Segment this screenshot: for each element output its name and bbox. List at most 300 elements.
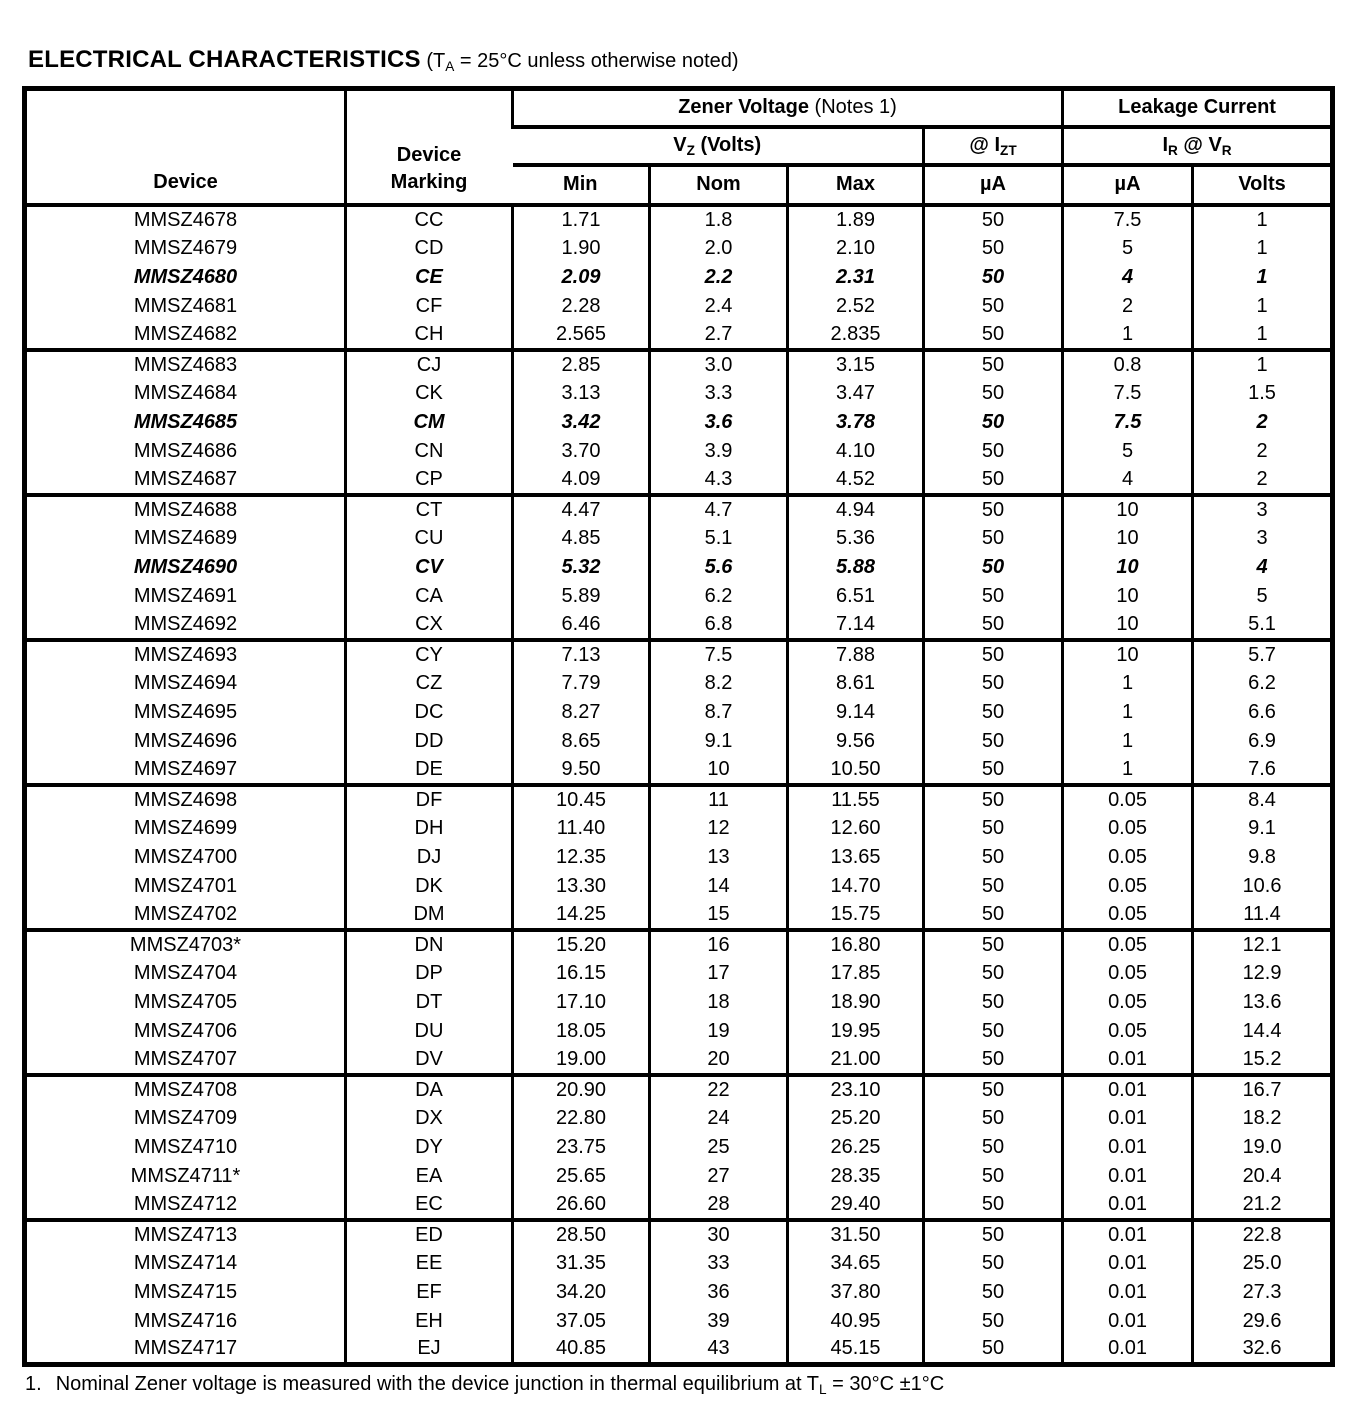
cell-min: 1.90 (513, 234, 650, 263)
table-header (25, 89, 1333, 205)
cell-ir-ua: 1 (1063, 727, 1193, 756)
cell-vr-volts: 9.8 (1193, 843, 1333, 872)
cell-device: MMSZ4714 (133, 1251, 238, 1274)
cell-min: 7.13 (513, 640, 650, 669)
cell-min: 4.85 (513, 524, 650, 553)
cell-max: 11.55 (788, 785, 924, 814)
cell-izt-ua: 50 (924, 1336, 1063, 1365)
cell-izt-ua: 50 (924, 1046, 1063, 1075)
cell-vr-volts: 12.9 (1193, 959, 1333, 988)
cell-max: 2.10 (788, 234, 924, 263)
cell-device: MMSZ4706 (133, 1019, 238, 1042)
cell-min: 6.46 (513, 611, 650, 640)
cell-nom: 3.0 (650, 350, 788, 379)
cell-vr-volts: 21.2 (1193, 1191, 1333, 1220)
cell-min: 20.90 (513, 1075, 650, 1104)
cell-vr-volts: 2 (1193, 408, 1333, 437)
header-vr-unit: Volts (1193, 165, 1333, 205)
cell-min: 18.05 (513, 1017, 650, 1046)
cell-vr-volts: 3 (1193, 524, 1333, 553)
cell-izt-ua: 50 (924, 669, 1063, 698)
cell-vr-volts: 15.2 (1193, 1046, 1333, 1075)
cell-vr-volts: 1 (1193, 205, 1333, 234)
cell-vr-volts: 7.6 (1193, 756, 1333, 785)
cell-marking: CM (346, 408, 513, 437)
table-row (25, 1249, 1333, 1278)
cell-min: 3.13 (513, 379, 650, 408)
cell-min: 2.565 (513, 321, 650, 350)
cell-vr-volts: 16.7 (1193, 1075, 1333, 1104)
cell-nom: 4.7 (650, 495, 788, 524)
cell-marking: DD (346, 727, 513, 756)
cell-max: 8.61 (788, 669, 924, 698)
table-row (25, 466, 1333, 495)
cell-vr-volts: 1 (1193, 234, 1333, 263)
cell-marking: DP (346, 959, 513, 988)
cell-izt-ua: 50 (924, 611, 1063, 640)
table-row (25, 437, 1333, 466)
cell-min: 28.50 (513, 1220, 650, 1249)
cell-nom: 16 (650, 930, 788, 959)
cell-min: 9.50 (513, 756, 650, 785)
cell-marking: CP (346, 466, 513, 495)
cell-device: MMSZ4692 (133, 612, 238, 635)
page-title (28, 46, 1330, 74)
cell-min: 7.79 (513, 669, 650, 698)
cell-nom: 22 (650, 1075, 788, 1104)
cell-izt-ua: 50 (924, 901, 1063, 930)
cell-ir-ua: 0.01 (1063, 1133, 1193, 1162)
cell-izt-ua: 50 (924, 466, 1063, 495)
cell-marking: CC (346, 205, 513, 234)
cell-ir-ua: 0.05 (1063, 814, 1193, 843)
cell-device: MMSZ4710 (133, 1135, 238, 1158)
cell-device: MMSZ4684 (133, 381, 238, 404)
table-row (25, 930, 1333, 959)
cell-device: MMSZ4689 (133, 526, 238, 549)
cell-izt-ua: 50 (924, 785, 1063, 814)
header-device: Device (153, 170, 218, 193)
cell-ir-ua: 7.5 (1063, 205, 1193, 234)
cell-min: 4.09 (513, 466, 650, 495)
table-row (25, 263, 1333, 292)
cell-vr-volts: 1.5 (1193, 379, 1333, 408)
cell-min: 1.71 (513, 205, 650, 234)
cell-nom: 5.1 (650, 524, 788, 553)
cell-nom: 18 (650, 988, 788, 1017)
cell-vr-volts: 1 (1193, 263, 1333, 292)
cell-nom: 9.1 (650, 727, 788, 756)
cell-vr-volts: 1 (1193, 321, 1333, 350)
cell-nom: 20 (650, 1046, 788, 1075)
cell-max: 4.52 (788, 466, 924, 495)
cell-izt-ua: 50 (924, 437, 1063, 466)
cell-nom: 8.7 (650, 698, 788, 727)
header-max: Max (788, 165, 924, 205)
cell-max: 15.75 (788, 901, 924, 930)
cell-device: MMSZ4703* (25, 930, 346, 959)
cell-vr-volts: 2 (1193, 466, 1333, 495)
cell-marking: EJ (346, 1336, 513, 1365)
cell-nom: 19 (650, 1017, 788, 1046)
header-izt-unit: µA (924, 165, 1063, 205)
cell-device: MMSZ4688 (25, 495, 346, 524)
cell-ir-ua: 1 (1063, 669, 1193, 698)
cell-device: MMSZ4683 (25, 350, 346, 379)
cell-min: 11.40 (513, 814, 650, 843)
table-row (25, 959, 1333, 988)
cell-nom: 2.2 (650, 263, 788, 292)
table-row (25, 234, 1333, 263)
cell-vr-volts: 6.2 (1193, 669, 1333, 698)
cell-marking: DV (346, 1046, 513, 1075)
table-row (25, 669, 1333, 698)
cell-max: 31.50 (788, 1220, 924, 1249)
cell-vr-volts: 4 (1193, 553, 1333, 582)
cell-device: MMSZ4712 (133, 1192, 238, 1215)
cell-izt-ua: 50 (924, 988, 1063, 1017)
cell-marking: CX (346, 611, 513, 640)
cell-nom: 5.6 (650, 553, 788, 582)
cell-min: 2.28 (513, 292, 650, 321)
cell-vr-volts: 11.4 (1193, 901, 1333, 930)
table-row (25, 1017, 1333, 1046)
footnote-number: 1. (25, 1373, 42, 1395)
cell-marking: CD (346, 234, 513, 263)
cell-izt-ua: 50 (924, 495, 1063, 524)
cell-vr-volts: 8.4 (1193, 785, 1333, 814)
cell-device: MMSZ4680 (133, 265, 238, 288)
cell-marking: CE (346, 263, 513, 292)
cell-vr-volts: 12.1 (1193, 930, 1333, 959)
cell-nom: 2.7 (650, 321, 788, 350)
cell-marking: CJ (346, 350, 513, 379)
cell-marking: EE (346, 1249, 513, 1278)
table-row (25, 1104, 1333, 1133)
cell-min: 19.00 (513, 1046, 650, 1075)
cell-izt-ua: 50 (924, 727, 1063, 756)
cell-vr-volts: 5 (1193, 582, 1333, 611)
table-body (25, 205, 1333, 1365)
cell-min: 2.09 (513, 263, 650, 292)
cell-marking: DY (346, 1133, 513, 1162)
cell-ir-ua: 0.05 (1063, 785, 1193, 814)
cell-nom: 12 (650, 814, 788, 843)
cell-min: 40.85 (513, 1336, 650, 1365)
cell-marking: CF (346, 292, 513, 321)
cell-marking: EF (346, 1278, 513, 1307)
cell-max: 23.10 (788, 1075, 924, 1104)
cell-marking: DX (346, 1104, 513, 1133)
table-row (25, 611, 1333, 640)
cell-max: 28.35 (788, 1162, 924, 1191)
cell-izt-ua: 50 (924, 930, 1063, 959)
cell-vr-volts: 27.3 (1193, 1278, 1333, 1307)
cell-device: MMSZ4694 (133, 671, 238, 694)
cell-marking: DJ (346, 843, 513, 872)
cell-device: MMSZ4708 (25, 1075, 346, 1104)
table-row (25, 1075, 1333, 1104)
table-row (25, 495, 1333, 524)
cell-marking: EC (346, 1191, 513, 1220)
cell-device: MMSZ4678 (25, 205, 346, 234)
cell-izt-ua: 50 (924, 408, 1063, 437)
cell-izt-ua: 50 (924, 814, 1063, 843)
cell-izt-ua: 50 (924, 843, 1063, 872)
cell-max: 12.60 (788, 814, 924, 843)
cell-nom: 15 (650, 901, 788, 930)
cell-max: 19.95 (788, 1017, 924, 1046)
cell-nom: 27 (650, 1162, 788, 1191)
cell-marking: DK (346, 872, 513, 901)
cell-nom: 25 (650, 1133, 788, 1162)
cell-max: 14.70 (788, 872, 924, 901)
cell-ir-ua: 5 (1063, 234, 1193, 263)
cell-min: 13.30 (513, 872, 650, 901)
cell-izt-ua: 50 (924, 1075, 1063, 1104)
cell-max: 26.25 (788, 1133, 924, 1162)
cell-min: 5.89 (513, 582, 650, 611)
cell-ir-ua: 4 (1063, 263, 1193, 292)
cell-izt-ua: 50 (924, 756, 1063, 785)
cell-min: 23.75 (513, 1133, 650, 1162)
cell-nom: 33 (650, 1249, 788, 1278)
cell-max: 2.835 (788, 321, 924, 350)
cell-min: 3.70 (513, 437, 650, 466)
cell-max: 3.15 (788, 350, 924, 379)
cell-ir-ua: 0.01 (1063, 1104, 1193, 1133)
cell-vr-volts: 5.7 (1193, 640, 1333, 669)
cell-marking: DT (346, 988, 513, 1017)
table-row (25, 727, 1333, 756)
cell-ir-ua: 0.05 (1063, 959, 1193, 988)
cell-max: 9.14 (788, 698, 924, 727)
cell-izt-ua: 50 (924, 321, 1063, 350)
table-row (25, 408, 1333, 437)
title-condition: ($T_A = 25^\circ C$ unless otherwise noted) (420, 50, 739, 75)
cell-izt-ua: 50 (924, 524, 1063, 553)
cell-max: 17.85 (788, 959, 924, 988)
cell-nom: 2.4 (650, 292, 788, 321)
cell-ir-ua: 0.05 (1063, 988, 1193, 1017)
cell-min: 8.65 (513, 727, 650, 756)
cell-max: 45.15 (788, 1336, 924, 1365)
cell-marking: DE (346, 756, 513, 785)
cell-max: 10.50 (788, 756, 924, 785)
cell-device: MMSZ4701 (133, 874, 238, 897)
cell-ir-ua: 10 (1063, 582, 1193, 611)
footnote (25, 1373, 1330, 1396)
cell-ir-ua: 0.01 (1063, 1278, 1193, 1307)
cell-nom: 17 (650, 959, 788, 988)
cell-device: MMSZ4711* (130, 1164, 241, 1187)
cell-vr-volts: 5.1 (1193, 611, 1333, 640)
cell-min: 15.20 (513, 930, 650, 959)
cell-nom: 24 (650, 1104, 788, 1133)
cell-nom: 13 (650, 843, 788, 872)
table-row (25, 1307, 1333, 1336)
table-row (25, 205, 1333, 234)
table-row (25, 1046, 1333, 1075)
cell-izt-ua: 50 (924, 234, 1063, 263)
cell-marking: CK (346, 379, 513, 408)
cell-device: MMSZ4696 (133, 729, 238, 752)
cell-min: 12.35 (513, 843, 650, 872)
cell-ir-ua: 1 (1063, 756, 1193, 785)
cell-max: 16.80 (788, 930, 924, 959)
cell-marking: CN (346, 437, 513, 466)
cell-min: 2.85 (513, 350, 650, 379)
table-row (25, 901, 1333, 930)
cell-min: 37.05 (513, 1307, 650, 1336)
cell-vr-volts: 20.4 (1193, 1162, 1333, 1191)
cell-max: 37.80 (788, 1278, 924, 1307)
cell-min: 14.25 (513, 901, 650, 930)
cell-ir-ua: 1 (1063, 698, 1193, 727)
cell-max: 4.10 (788, 437, 924, 466)
cell-nom: 7.5 (650, 640, 788, 669)
header-ir-unit: µA (1063, 165, 1193, 205)
table-row (25, 582, 1333, 611)
cell-nom: 39 (650, 1307, 788, 1336)
cell-max: 6.51 (788, 582, 924, 611)
cell-vr-volts: 32.6 (1193, 1336, 1333, 1365)
cell-ir-ua: 5 (1063, 437, 1193, 466)
header-ir-at-vr: $I_R$ @ $V_R$ (1063, 127, 1333, 165)
cell-device: MMSZ4705 (133, 990, 238, 1013)
cell-ir-ua: 0.01 (1063, 1307, 1193, 1336)
cell-nom: 11 (650, 785, 788, 814)
cell-max: 13.65 (788, 843, 924, 872)
table-row (25, 553, 1333, 582)
cell-vr-volts: 3 (1193, 495, 1333, 524)
header-min: Min (563, 173, 598, 195)
electrical-characteristics-table (22, 86, 1335, 1367)
cell-max: 3.78 (788, 408, 924, 437)
cell-max: 2.52 (788, 292, 924, 321)
cell-marking: CU (346, 524, 513, 553)
cell-vr-volts: 2 (1193, 437, 1333, 466)
table-row (25, 1336, 1333, 1365)
cell-min: 8.27 (513, 698, 650, 727)
cell-max: 9.56 (788, 727, 924, 756)
header-zener-voltage-note: (Notes 1) (809, 96, 897, 119)
cell-izt-ua: 50 (924, 1249, 1063, 1278)
cell-marking: DA (346, 1075, 513, 1104)
cell-min: 10.45 (513, 785, 650, 814)
cell-vr-volts: 18.2 (1193, 1104, 1333, 1133)
cell-min: 16.15 (513, 959, 650, 988)
cell-min: 26.60 (513, 1191, 650, 1220)
cell-ir-ua: 10 (1063, 640, 1193, 669)
cell-device: MMSZ4716 (133, 1309, 238, 1332)
cell-nom: 6.2 (650, 582, 788, 611)
table-row (25, 843, 1333, 872)
cell-ir-ua: 7.5 (1063, 379, 1193, 408)
cell-marking: ED (346, 1220, 513, 1249)
cell-izt-ua: 50 (924, 640, 1063, 669)
cell-ir-ua: 0.05 (1063, 930, 1193, 959)
cell-min: 17.10 (513, 988, 650, 1017)
cell-max: 18.90 (788, 988, 924, 1017)
cell-nom: 3.9 (650, 437, 788, 466)
cell-device: MMSZ4713 (25, 1220, 346, 1249)
cell-max: 3.47 (788, 379, 924, 408)
cell-ir-ua: 0.01 (1063, 1249, 1193, 1278)
cell-vr-volts: 10.6 (1193, 872, 1333, 901)
cell-nom: 1.8 (650, 205, 788, 234)
cell-device: MMSZ4709 (133, 1106, 238, 1129)
cell-marking: DN (346, 930, 513, 959)
cell-izt-ua: 50 (924, 1278, 1063, 1307)
cell-ir-ua: 0.05 (1063, 843, 1193, 872)
cell-marking: EH (346, 1307, 513, 1336)
cell-max: 34.65 (788, 1249, 924, 1278)
cell-nom: 2.0 (650, 234, 788, 263)
cell-nom: 4.3 (650, 466, 788, 495)
cell-max: 2.31 (788, 263, 924, 292)
cell-max: 29.40 (788, 1191, 924, 1220)
cell-device: MMSZ4698 (25, 785, 346, 814)
cell-izt-ua: 50 (924, 872, 1063, 901)
cell-marking: DM (346, 901, 513, 930)
cell-vr-volts: 29.6 (1193, 1307, 1333, 1336)
cell-device: MMSZ4715 (133, 1280, 238, 1303)
footnote-text: Nominal Zener voltage is measured with the device junction in thermal equilibrium at $T_L = 30^\circ C \pm 1^\circ C$ (55, 1373, 945, 1398)
cell-device: MMSZ4695 (133, 700, 238, 723)
table-row (25, 814, 1333, 843)
cell-ir-ua: 10 (1063, 495, 1193, 524)
table-row (25, 524, 1333, 553)
cell-nom: 14 (650, 872, 788, 901)
cell-vr-volts: 25.0 (1193, 1249, 1333, 1278)
cell-marking: DF (346, 785, 513, 814)
table-row (25, 785, 1333, 814)
cell-vr-volts: 19.0 (1193, 1133, 1333, 1162)
cell-ir-ua: 0.01 (1063, 1220, 1193, 1249)
cell-izt-ua: 50 (924, 1307, 1063, 1336)
cell-vr-volts: 6.9 (1193, 727, 1333, 756)
cell-izt-ua: 50 (924, 1162, 1063, 1191)
cell-izt-ua: 50 (924, 553, 1063, 582)
cell-izt-ua: 50 (924, 582, 1063, 611)
cell-nom: 30 (650, 1220, 788, 1249)
table-row (25, 1162, 1333, 1191)
cell-min: 34.20 (513, 1278, 650, 1307)
cell-max: 40.95 (788, 1307, 924, 1336)
table-row (25, 292, 1333, 321)
cell-ir-ua: 7.5 (1063, 408, 1193, 437)
cell-vr-volts: 9.1 (1193, 814, 1333, 843)
cell-izt-ua: 50 (924, 1017, 1063, 1046)
cell-min: 25.65 (513, 1162, 650, 1191)
cell-marking: DC (346, 698, 513, 727)
cell-ir-ua: 4 (1063, 466, 1193, 495)
cell-izt-ua: 50 (924, 350, 1063, 379)
cell-device: MMSZ4702 (133, 902, 238, 925)
cell-marking: EA (346, 1162, 513, 1191)
cell-max: 5.36 (788, 524, 924, 553)
table-row (25, 640, 1333, 669)
cell-ir-ua: 0.01 (1063, 1046, 1193, 1075)
table-row (25, 1220, 1333, 1249)
cell-ir-ua: 10 (1063, 611, 1193, 640)
table-row (25, 872, 1333, 901)
cell-max: 25.20 (788, 1104, 924, 1133)
cell-ir-ua: 0.01 (1063, 1336, 1193, 1365)
cell-device: MMSZ4699 (133, 816, 238, 839)
table-row (25, 988, 1333, 1017)
